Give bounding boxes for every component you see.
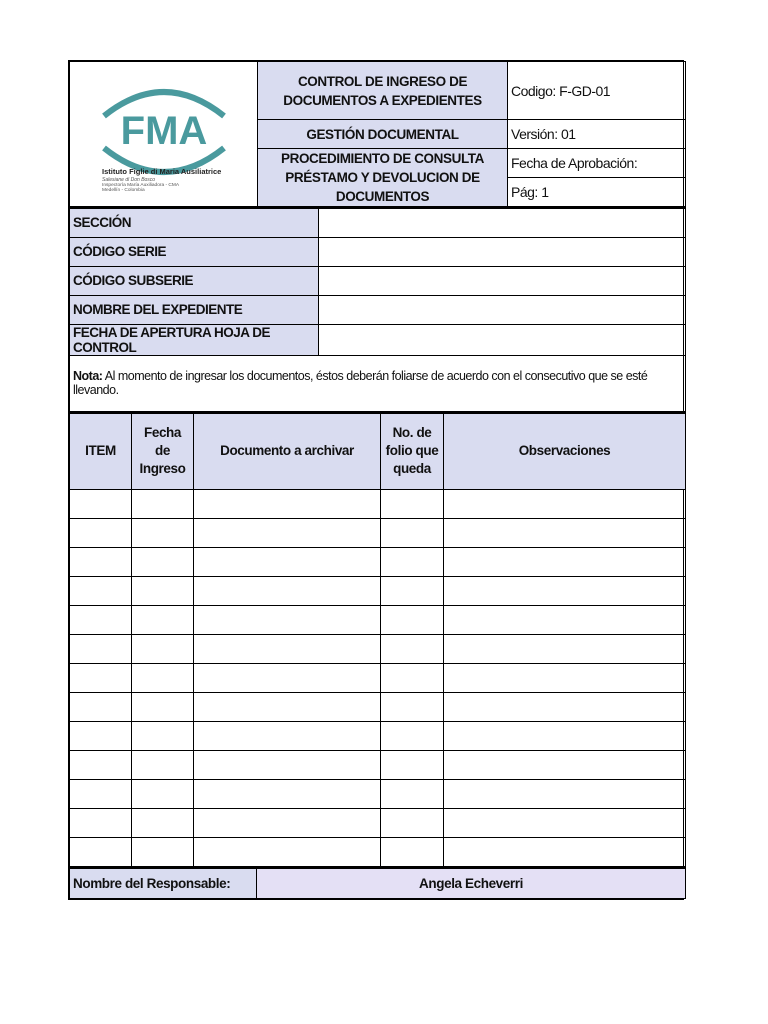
form-header	[69, 61, 686, 207]
logo-line-1: Istituto Figlie di Maria Ausiliatrice	[101, 166, 221, 176]
table-row	[70, 490, 686, 519]
table-cell-item[interactable]	[70, 490, 132, 519]
table-cell-item[interactable]	[70, 519, 132, 548]
table-cell-documento[interactable]	[194, 809, 381, 838]
note-label: Nota:	[73, 369, 103, 383]
logo	[70, 62, 258, 207]
table-cell-folio[interactable]	[381, 838, 444, 867]
note	[70, 355, 686, 411]
table-cell-folio[interactable]	[381, 606, 444, 635]
form-fields	[69, 207, 686, 412]
table-cell-item[interactable]	[70, 809, 132, 838]
fma-logo-icon	[84, 72, 244, 192]
table-row	[70, 519, 686, 548]
table-cell-fecha-ingreso[interactable]	[132, 635, 194, 664]
table-cell-documento[interactable]	[194, 693, 381, 722]
field-value-fecha-apertura[interactable]	[319, 324, 686, 355]
table-cell-item[interactable]	[70, 751, 132, 780]
table-cell-fecha-ingreso[interactable]	[132, 664, 194, 693]
note-text: Al momento de ingresar los documentos, éstos deberán foliarse de acuerdo con el consecutivo que se esté llevando.	[73, 369, 648, 397]
table-cell-documento[interactable]	[194, 606, 381, 635]
table-cell-documento[interactable]	[194, 519, 381, 548]
table-cell-observaciones[interactable]	[444, 519, 686, 548]
table-row	[70, 780, 686, 809]
table-cell-observaciones[interactable]	[444, 664, 686, 693]
table-cell-fecha-ingreso[interactable]	[132, 751, 194, 780]
table-row	[70, 809, 686, 838]
field-label-seccion: SECCIÓN	[70, 208, 319, 237]
table-cell-folio[interactable]	[381, 722, 444, 751]
table-cell-observaciones[interactable]	[444, 722, 686, 751]
table-cell-folio[interactable]	[381, 490, 444, 519]
table-cell-fecha-ingreso[interactable]	[132, 838, 194, 867]
table-cell-item[interactable]	[70, 577, 132, 606]
field-value-seccion[interactable]	[319, 208, 686, 237]
table-row	[70, 606, 686, 635]
table-cell-observaciones[interactable]	[444, 635, 686, 664]
table-cell-observaciones[interactable]	[444, 577, 686, 606]
table-cell-folio[interactable]	[381, 693, 444, 722]
table-cell-folio[interactable]	[381, 809, 444, 838]
table-cell-folio[interactable]	[381, 664, 444, 693]
table-cell-item[interactable]	[70, 838, 132, 867]
table-cell-documento[interactable]	[194, 664, 381, 693]
table-cell-documento[interactable]	[194, 751, 381, 780]
table-cell-documento[interactable]	[194, 635, 381, 664]
table-cell-item[interactable]	[70, 548, 132, 577]
column-header-fecha-ingreso: Fecha de Ingreso	[132, 413, 194, 490]
table-cell-documento[interactable]	[194, 780, 381, 809]
table-cell-fecha-ingreso[interactable]	[132, 693, 194, 722]
field-label-codigo-serie: CÓDIGO SERIE	[70, 237, 319, 266]
table-cell-documento[interactable]	[194, 577, 381, 606]
table-cell-observaciones[interactable]	[444, 606, 686, 635]
table-row	[70, 693, 686, 722]
table-cell-folio[interactable]	[381, 577, 444, 606]
table-cell-folio[interactable]	[381, 635, 444, 664]
form-footer	[69, 867, 686, 899]
form-version: Versión: 01	[508, 120, 686, 149]
table-cell-observaciones[interactable]	[444, 809, 686, 838]
logo-line-4: Medellín - Colombia	[101, 187, 145, 192]
table-cell-fecha-ingreso[interactable]	[132, 490, 194, 519]
column-header-documento: Documento a archivar	[194, 413, 381, 490]
table-cell-observaciones[interactable]	[444, 838, 686, 867]
documents-table	[69, 412, 686, 868]
table-cell-item[interactable]	[70, 606, 132, 635]
table-cell-fecha-ingreso[interactable]	[132, 548, 194, 577]
table-cell-folio[interactable]	[381, 548, 444, 577]
form-code: Codigo: F-GD-01	[508, 62, 686, 120]
table-row	[70, 664, 686, 693]
table-cell-observaciones[interactable]	[444, 780, 686, 809]
table-body	[70, 490, 686, 867]
table-row	[70, 548, 686, 577]
column-header-observaciones: Observaciones	[444, 413, 686, 490]
form-page: Pág: 1	[508, 178, 686, 207]
table-cell-observaciones[interactable]	[444, 751, 686, 780]
logo-line-2: Salesiane di Don Bosco	[101, 176, 155, 183]
table-cell-folio[interactable]	[381, 780, 444, 809]
table-row	[70, 751, 686, 780]
table-row	[70, 722, 686, 751]
table-cell-fecha-ingreso[interactable]	[132, 809, 194, 838]
table-cell-fecha-ingreso[interactable]	[132, 606, 194, 635]
field-label-nombre-expediente: NOMBRE DEL EXPEDIENTE	[70, 295, 319, 324]
table-cell-documento[interactable]	[194, 548, 381, 577]
table-row	[70, 635, 686, 664]
table-cell-documento[interactable]	[194, 838, 381, 867]
table-cell-folio[interactable]	[381, 751, 444, 780]
table-cell-folio[interactable]	[381, 519, 444, 548]
logo-mark: FMA	[120, 108, 207, 153]
table-cell-fecha-ingreso[interactable]	[132, 519, 194, 548]
logo-line-3: Inspectoría María Auxiliadora - CMA	[101, 182, 179, 188]
table-cell-documento[interactable]	[194, 490, 381, 519]
control-form	[68, 60, 684, 900]
table-cell-item[interactable]	[70, 722, 132, 751]
field-value-nombre-expediente[interactable]	[319, 295, 686, 324]
form-area: GESTIÓN DOCUMENTAL	[258, 120, 508, 149]
table-cell-fecha-ingreso[interactable]	[132, 780, 194, 809]
responsible-name[interactable]: Angela Echeverri	[257, 868, 686, 898]
column-header-folio: No. de folio que queda	[381, 413, 444, 490]
field-value-codigo-subserie[interactable]	[319, 266, 686, 295]
column-header-item: ITEM	[70, 413, 132, 490]
table-cell-observaciones[interactable]	[444, 548, 686, 577]
field-value-codigo-serie[interactable]	[319, 237, 686, 266]
table-cell-observaciones[interactable]	[444, 693, 686, 722]
table-cell-fecha-ingreso[interactable]	[132, 722, 194, 751]
table-cell-item[interactable]	[70, 635, 132, 664]
table-cell-documento[interactable]	[194, 722, 381, 751]
table-cell-item[interactable]	[70, 780, 132, 809]
form-approval-date: Fecha de Aprobación:	[508, 149, 686, 178]
table-row	[70, 838, 686, 867]
responsible-label: Nombre del Responsable:	[70, 868, 257, 898]
field-label-codigo-subserie: CÓDIGO SUBSERIE	[70, 266, 319, 295]
table-cell-observaciones[interactable]	[444, 490, 686, 519]
form-title: CONTROL DE INGRESO DE DOCUMENTOS A EXPEDIENTES	[258, 62, 508, 120]
form-procedure: PROCEDIMIENTO DE CONSULTA PRÉSTAMO Y DEVOLUCION DE DOCUMENTOS	[258, 149, 508, 207]
table-cell-item[interactable]	[70, 664, 132, 693]
field-label-fecha-apertura: FECHA DE APERTURA HOJA DE CONTROL	[70, 324, 319, 355]
table-cell-fecha-ingreso[interactable]	[132, 577, 194, 606]
table-cell-item[interactable]	[70, 693, 132, 722]
table-row	[70, 577, 686, 606]
